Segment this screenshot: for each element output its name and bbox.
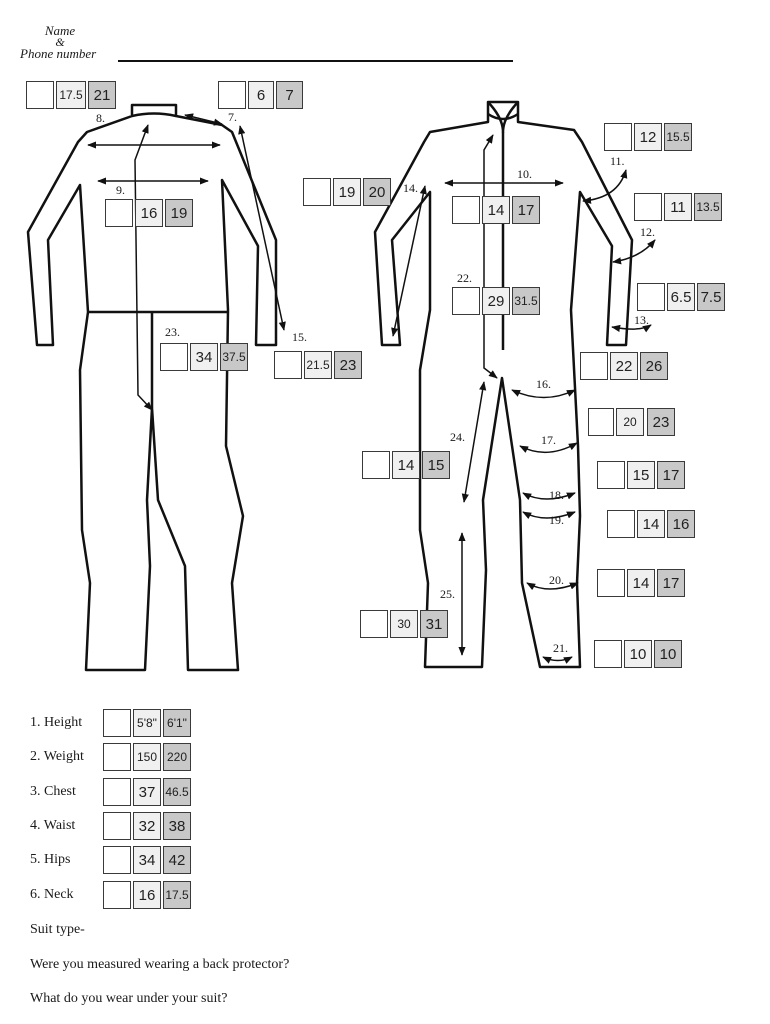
measurement-label: 5. Hips bbox=[30, 852, 71, 867]
input-box[interactable] bbox=[274, 351, 302, 379]
arrow-21 bbox=[543, 657, 572, 661]
size-large-value: 42 bbox=[163, 846, 191, 874]
input-box[interactable] bbox=[360, 610, 388, 638]
size-small-value: 10 bbox=[624, 640, 652, 668]
measurement-label: 6. Neck bbox=[30, 887, 74, 902]
input-box[interactable] bbox=[580, 352, 608, 380]
suit-type-question: Suit type- bbox=[30, 922, 85, 937]
size-large-value: 15.5 bbox=[664, 123, 692, 151]
size-large-value: 7 bbox=[276, 81, 303, 109]
size-small-value: 21.5 bbox=[304, 351, 332, 379]
input-box[interactable] bbox=[604, 123, 632, 151]
label-7: 7. bbox=[228, 110, 237, 124]
label-17: 17. bbox=[541, 433, 556, 447]
size-small-value: 14 bbox=[637, 510, 665, 538]
label-19: 19. bbox=[549, 513, 564, 527]
size-large-value: 17.5 bbox=[163, 881, 191, 909]
arrow-14 bbox=[393, 186, 425, 336]
size-small-value: 14 bbox=[482, 196, 510, 224]
size-small-value: 16 bbox=[133, 881, 161, 909]
input-box[interactable] bbox=[362, 451, 390, 479]
input-box[interactable] bbox=[103, 881, 131, 909]
label-25: 25. bbox=[440, 587, 455, 601]
label-11: 11. bbox=[610, 154, 625, 168]
input-box[interactable] bbox=[103, 743, 131, 771]
label-16: 16. bbox=[536, 377, 551, 391]
size-small-value: 34 bbox=[190, 343, 218, 371]
input-box[interactable] bbox=[588, 408, 614, 436]
size-large-value: 20 bbox=[363, 178, 391, 206]
label-20: 20. bbox=[549, 573, 564, 587]
input-box[interactable] bbox=[594, 640, 622, 668]
size-large-value: 17 bbox=[657, 461, 685, 489]
label-8: 8. bbox=[96, 111, 105, 125]
label-15: 15. bbox=[292, 330, 307, 344]
input-box[interactable] bbox=[452, 196, 480, 224]
input-box[interactable] bbox=[218, 81, 246, 109]
input-box[interactable] bbox=[607, 510, 635, 538]
size-large-value: 38 bbox=[163, 812, 191, 840]
input-box[interactable] bbox=[634, 193, 662, 221]
label-18: 18. bbox=[549, 488, 564, 502]
label-21: 21. bbox=[553, 641, 568, 655]
size-small-value: 14 bbox=[627, 569, 655, 597]
input-box[interactable] bbox=[637, 283, 665, 311]
size-large-value: 13.5 bbox=[694, 193, 722, 221]
size-large-value: 15 bbox=[422, 451, 450, 479]
size-small-value: 6 bbox=[248, 81, 274, 109]
size-small-value: 29 bbox=[482, 287, 510, 315]
size-small-value: 11 bbox=[664, 193, 692, 221]
under-suit-question: What do you wear under your suit? bbox=[30, 991, 228, 1006]
size-large-value: 46.5 bbox=[163, 778, 191, 806]
label-10: 10. bbox=[517, 167, 532, 181]
input-box[interactable] bbox=[103, 846, 131, 874]
name-label: Name bbox=[44, 23, 76, 38]
size-large-value: 19 bbox=[165, 199, 193, 227]
arrow-12 bbox=[613, 240, 655, 262]
label-12: 12. bbox=[640, 225, 655, 239]
input-box[interactable] bbox=[103, 778, 131, 806]
phone-number-label: Phone number bbox=[20, 46, 97, 61]
size-large-value: 17 bbox=[657, 569, 685, 597]
input-box[interactable] bbox=[26, 81, 54, 109]
size-small-value: 15 bbox=[627, 461, 655, 489]
measurement-label: 2. Weight bbox=[30, 749, 84, 764]
input-box[interactable] bbox=[105, 199, 133, 227]
ampersand-label: & bbox=[55, 35, 65, 49]
back-view-suit bbox=[28, 105, 276, 670]
size-small-value: 30 bbox=[390, 610, 418, 638]
size-large-value: 37.5 bbox=[220, 343, 248, 371]
size-large-value: 31.5 bbox=[512, 287, 540, 315]
size-small-value: 37 bbox=[133, 778, 161, 806]
size-small-value: 6.5 bbox=[667, 283, 695, 311]
size-small-value: 32 bbox=[133, 812, 161, 840]
size-large-value: 16 bbox=[667, 510, 695, 538]
measurement-label: 1. Height bbox=[30, 715, 83, 730]
input-box[interactable] bbox=[597, 569, 625, 597]
arrow-23 bbox=[135, 125, 152, 410]
arrow-22 bbox=[484, 135, 497, 378]
input-box[interactable] bbox=[303, 178, 331, 206]
size-large-value: 10 bbox=[654, 640, 682, 668]
size-small-value: 19 bbox=[333, 178, 361, 206]
label-24: 24. bbox=[450, 430, 465, 444]
input-box[interactable] bbox=[597, 461, 625, 489]
size-large-value: 23 bbox=[647, 408, 675, 436]
size-large-value: 220 bbox=[163, 743, 191, 771]
size-small-value: 14 bbox=[392, 451, 420, 479]
input-box[interactable] bbox=[103, 709, 131, 737]
size-small-value: 20 bbox=[616, 408, 644, 436]
input-box[interactable] bbox=[160, 343, 188, 371]
arrow-15 bbox=[240, 126, 284, 330]
size-small-value: 17.5 bbox=[56, 81, 86, 109]
arrow-24 bbox=[464, 382, 484, 502]
label-22: 22. bbox=[457, 271, 472, 285]
size-small-value: 12 bbox=[634, 123, 662, 151]
size-large-value: 23 bbox=[334, 351, 362, 379]
input-box[interactable] bbox=[103, 812, 131, 840]
label-9: 9. bbox=[116, 183, 125, 197]
size-large-value: 7.5 bbox=[697, 283, 725, 311]
size-large-value: 21 bbox=[88, 81, 116, 109]
size-large-value: 31 bbox=[420, 610, 448, 638]
size-large-value: 26 bbox=[640, 352, 668, 380]
input-box[interactable] bbox=[452, 287, 480, 315]
size-small-value: 16 bbox=[135, 199, 163, 227]
label-13: 13. bbox=[634, 313, 649, 327]
size-small-value: 5'8" bbox=[133, 709, 161, 737]
label-14: 14. bbox=[403, 181, 418, 195]
size-large-value: 17 bbox=[512, 196, 540, 224]
measurement-label: 3. Chest bbox=[30, 784, 76, 799]
back-protector-question: Were you measured wearing a back protector? bbox=[30, 957, 290, 972]
measurement-label: 4. Waist bbox=[30, 818, 76, 833]
arrow-16 bbox=[512, 390, 575, 398]
size-small-value: 22 bbox=[610, 352, 638, 380]
size-small-value: 34 bbox=[133, 846, 161, 874]
label-23: 23. bbox=[165, 325, 180, 339]
size-large-value: 6'1" bbox=[163, 709, 191, 737]
size-small-value: 150 bbox=[133, 743, 161, 771]
